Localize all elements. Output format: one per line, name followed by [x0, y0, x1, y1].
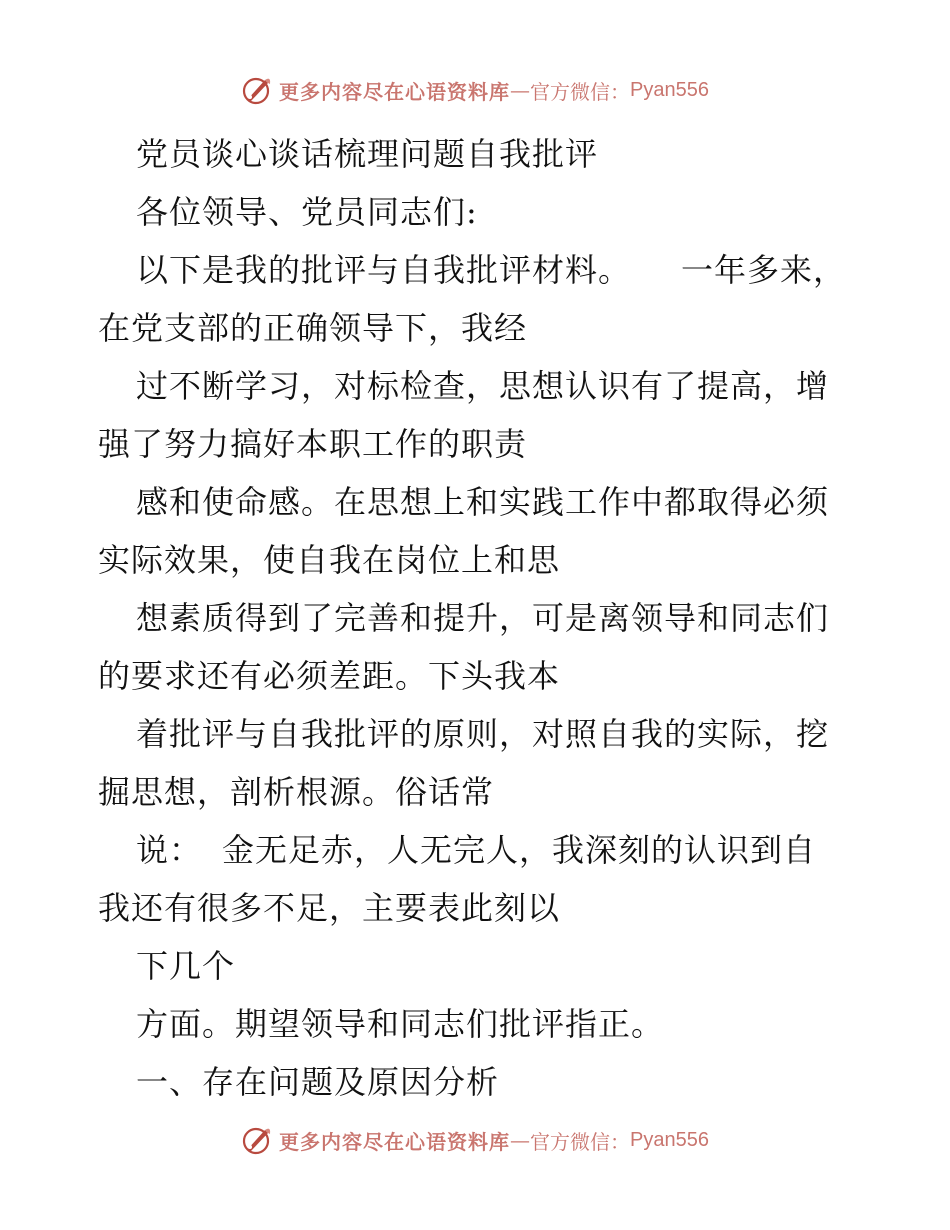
paragraph-text: 说：: [136, 831, 203, 869]
paragraph-line: 实际效果，使自我在岗位上和思: [98, 541, 561, 579]
paragraph-line: 想素质得到了完善和提升，可是离领导和同志们: [136, 599, 830, 637]
banner-separator: —: [510, 1128, 531, 1152]
paragraph-line: 过不断学习，对标检查，思想认识有了提高，增: [136, 367, 830, 405]
section-heading: 一、存在问题及原因分析: [136, 1063, 500, 1101]
banner-slogan: 更多内容尽在心语资料库: [279, 79, 511, 104]
paragraph-line: 感和使命感。在思想上和实践工作中都取得必须: [136, 483, 830, 521]
paragraph-line: 的要求还有必须差距。下头我本: [98, 657, 561, 695]
banner-slogan: 更多内容尽在心语资料库: [279, 1129, 511, 1154]
paragraph-text: 金无足赤，人无完人，我深刻的认识到自: [222, 831, 817, 869]
paragraph-line: 着批评与自我批评的原则，对照自我的实际，挖: [136, 715, 830, 753]
footer-watermark-banner: [0, 1120, 950, 1160]
paragraph-line: [98, 821, 858, 879]
header-watermark-banner: [0, 70, 950, 110]
feather-pen-logo-icon: [241, 74, 273, 106]
document-greeting: 各位领导、党员同志们:: [136, 193, 478, 231]
paragraph-text: 以下是我的批评与自我批评材料。: [136, 251, 632, 289]
paragraph-line: 掘思想，剖析根源。俗话常: [98, 773, 495, 811]
paragraph-line: 我还有很多不足，主要表此刻以: [98, 889, 561, 927]
banner-wechat-label: 官方微信：: [530, 1129, 631, 1154]
banner-separator: —: [510, 78, 531, 102]
paragraph-line: 下几个: [136, 947, 236, 985]
banner-wechat-id: Pyan556: [630, 1128, 709, 1151]
banner-wechat-label: 官方微信：: [530, 79, 631, 104]
banner-wechat-id: Pyan556: [630, 78, 709, 101]
paragraph-text: 一年多来，: [681, 251, 847, 289]
paragraph-line: 在党支部的正确领导下，我经: [98, 309, 528, 347]
document-body: [98, 125, 858, 1111]
paragraph-line: 方面。期望领导和同志们批评指正。: [136, 1005, 665, 1043]
document-title: 党员谈心谈话梳理问题自我批评: [136, 135, 599, 173]
paragraph-line: 强了努力搞好本职工作的职责: [98, 425, 528, 463]
paragraph-line: [98, 241, 858, 299]
feather-pen-logo-icon: [241, 1124, 273, 1156]
